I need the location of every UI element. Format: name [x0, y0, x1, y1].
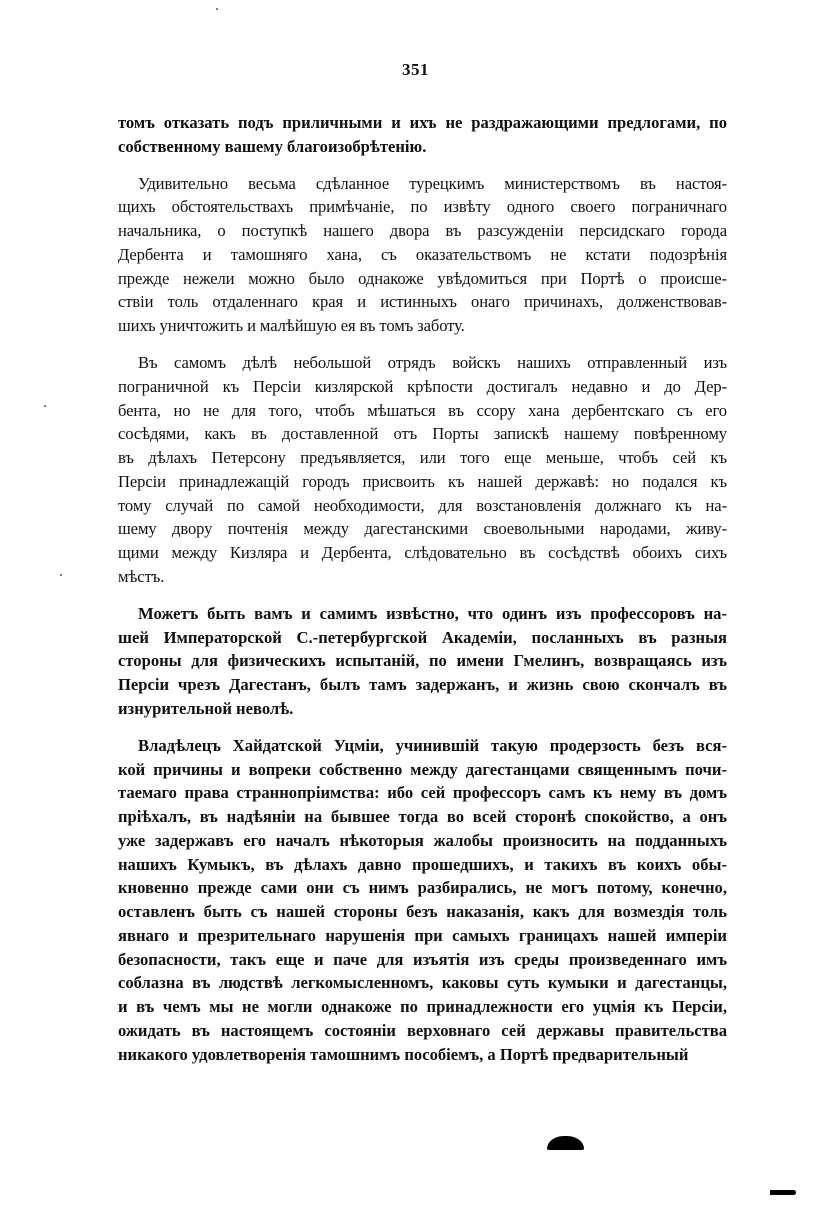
text-line: тому случай по самой необходимости, для возстановленія должнаго къ на- [118, 495, 727, 515]
paragraph [118, 111, 727, 159]
text-line: соблазна въ людствѣ легкомысленномъ, каковы суть кумыки и дагестанцы, [118, 973, 727, 993]
text-line: пріѣхалъ, въ надѣяніи на бывшее тогда во всей сторонѣ спокойство, а онъ [118, 807, 727, 826]
text-line: собственному вашему благоизобрѣтенію. [118, 136, 427, 156]
text-line: сосѣдями, какъ въ доставленной отъ Порты запискѣ нашему повѣренному [118, 424, 727, 444]
text-line: ожидать въ настоящемъ состояніи верховнаго сей державы правительства [118, 1020, 727, 1040]
scan-speck [44, 405, 46, 407]
text-line: никакого удовлетворенія тамошнимъ пособіемъ, а Портѣ предварительный [118, 1044, 689, 1064]
text-line: начальника, о поступкѣ нашего двора въ разсужденіи персидскаго города [118, 221, 727, 241]
text-line: Владѣлецъ Хайдатской Уцміи, учинившій такую продерзость безъ вся- [138, 735, 727, 755]
text-line: Удивительно весьма сдѣланное турецкимъ министерствомъ въ настоя- [138, 173, 727, 193]
text-line: прежде нежели можно было однакоже увѣдомиться при Портѣ о происше- [118, 268, 727, 288]
text-line: Персіи чрезъ Дагестанъ, былъ тамъ задержанъ, и жизнь свою скончалъ въ [118, 675, 727, 695]
text-line: явнаго и презрительнаго нарушенія при самыхъ границахъ нашей имперіи [118, 925, 727, 945]
text-line: шему двору почтенія между дагестанскими своевольными народами, живу- [118, 519, 727, 539]
text-line: въ дѣлахъ Петерсону предъявляется, или того еще меньше, чтобъ сей къ [118, 448, 727, 468]
text-line: кой причины и вопреки собственно между дагестанцами священнымъ почи- [118, 759, 727, 779]
paragraph [118, 351, 727, 589]
text-line: шихъ уничтожить и малѣйшую ея въ томъ заботу. [118, 316, 465, 336]
paragraph [118, 602, 727, 721]
text-line: Персіи принадлежащій городъ присвоить къ нашей державѣ: но подался къ [118, 471, 727, 491]
scan-speck [216, 8, 218, 10]
scan-speck [60, 574, 62, 576]
text-line: томъ отказать подъ приличными и ихъ не раздражающими предлогами, по [118, 113, 727, 132]
paragraph [118, 734, 727, 1067]
text-line: ствіи толь отдаленнаго края и истинныхъ онаго причинахъ, долженствовав- [118, 292, 727, 312]
text-line: и въ чемъ мы не могли однакоже по принадлежности его уцмія къ Персіи, [118, 997, 727, 1016]
page-number: 351 [402, 60, 429, 79]
text-line: шей Императорской С.-петербургской Академіи, посланныхъ въ разныя [118, 627, 727, 647]
text-line: щихъ обстоятельствахъ примѣчаніе, по извѣту одного своего пограничнаго [118, 197, 727, 217]
ink-blot-mark [547, 1136, 584, 1150]
text-line: Дербента и тамошняго хана, съ оказательствомъ не кстати подозрѣнія [118, 244, 727, 264]
text-line: безопасности, такъ еще и паче для изъятія изъ среды произведеннаго имъ [118, 949, 727, 969]
text-line: уже задержавъ его началъ нѣкоторыя жалобы произносить на подданныхъ [118, 830, 727, 850]
text-line: бента, но не для того, чтобъ мѣшаться въ ссору хана дербентскаго съ его [118, 400, 727, 420]
text-line: щими между Кизляра и Дербента, слѣдовательно въ сосѣдствѣ обоихъ сихъ [118, 543, 727, 563]
text-line: кновенно прежде сами они съ нимъ разбирались, не могъ потому, конечно, [118, 878, 727, 898]
text-line: пограничной къ Персіи кизлярской крѣпости достигалъ недавно и до Дер- [118, 376, 727, 396]
paragraph [118, 172, 727, 338]
margin-dash-mark [770, 1190, 796, 1195]
text-line: Въ самомъ дѣлѣ небольшой отрядъ войскъ нашихъ отправленный изъ [138, 353, 727, 373]
text-line: нашихъ Кумыкъ, въ дѣлахъ давно прошедшихъ, и такихъ въ коихъ обы- [118, 854, 727, 874]
text-line: изнурительной неволѣ. [118, 698, 294, 718]
text-line: мѣстъ. [118, 566, 165, 586]
text-line: стороны для физическихъ испытаній, по имени Гмелинъ, возвращаясь изъ [118, 651, 727, 671]
document-body [118, 111, 727, 1079]
text-line: оставленъ быть съ нашей стороны безъ наказанія, какъ для возмездія толь [118, 902, 727, 921]
text-line: таемаго права страннопріимства: ибо сей профессоръ самъ къ нему въ домъ [118, 783, 727, 803]
text-line: Можетъ быть вамъ и самимъ извѣстно, что одинъ изъ профессоровъ на- [138, 603, 727, 623]
